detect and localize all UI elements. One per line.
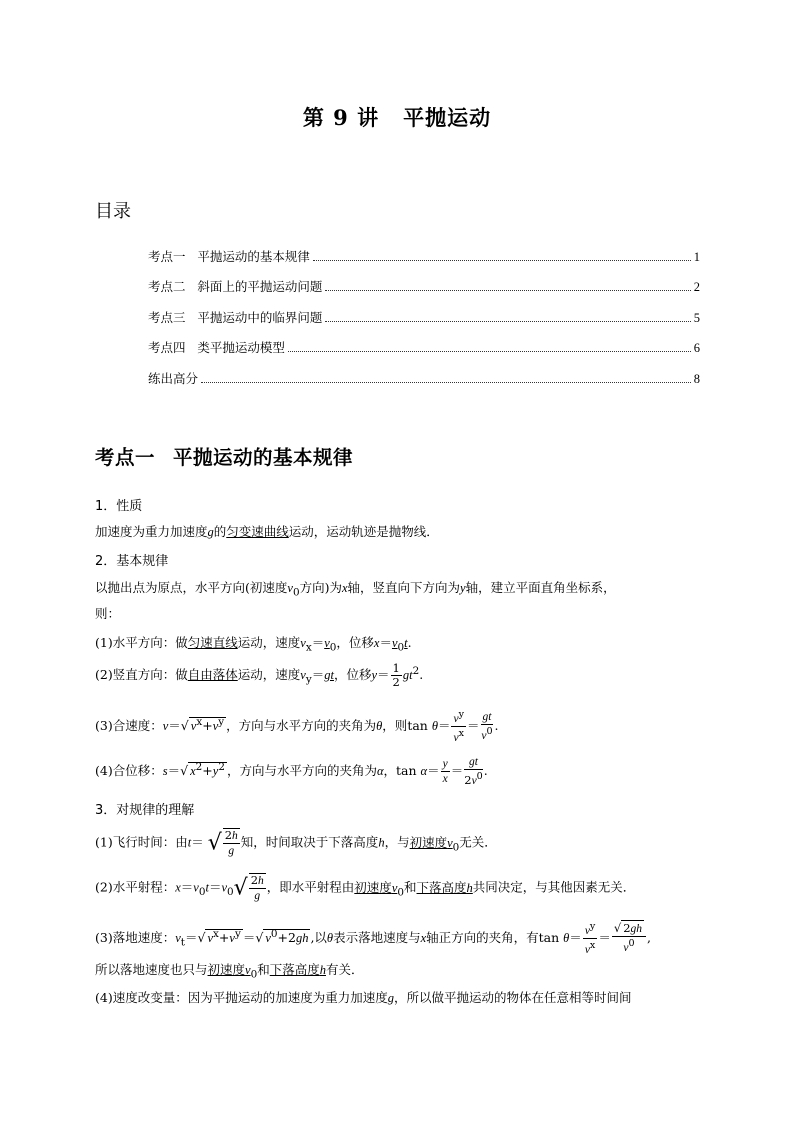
understanding-range: (2)水平射程：$x=v_0t=v_0√$ $\frac{2h}{g}$ ，即水平射程由初速度$v_0$和下落高度h共同决定，与其他因素无关． bbox=[95, 873, 636, 902]
text: 运动，速度 bbox=[237, 635, 301, 650]
text: ，所以做平抛运动的物体在任意相等时间间 bbox=[393, 990, 632, 1005]
lecture-number: 第 9 讲 bbox=[302, 105, 380, 130]
subsection-2-title: 2．基本规律 bbox=[95, 554, 169, 569]
text: 表示落地速度与 bbox=[333, 929, 421, 945]
page-title bbox=[0, 102, 794, 132]
toc-leader-dots bbox=[325, 290, 690, 291]
text: (4)速度改变量：因为平抛运动的加速度为重力加速度 bbox=[95, 990, 388, 1005]
toc-leader-dots bbox=[325, 321, 690, 322]
toc-item[interactable] bbox=[148, 265, 700, 296]
rule-horizontal: (1)水平方向：做匀速直线运动，速度$v_x=v_0$，位移$x=v_0t$. bbox=[95, 635, 412, 654]
text: ，即水平射程由 bbox=[266, 879, 355, 895]
text: (4)合位移： bbox=[95, 762, 163, 778]
understanding-landing-velocity: (3)落地速度：$v_t=√$ $v^x+v^y$ ＝√ $v^0+2gh$ ,以θ表示落地速度与x轴正方向的夹角，有tan θ＝ $\frac{v^y}{v^x}$ ＝ $\frac{√ 2gh}{v^0}$ , bbox=[95, 920, 651, 956]
text: (3)落地速度： bbox=[95, 929, 176, 945]
understanding-landing-velocity-cont: 所以落地速度也只与初速度$v_0$和下落高度h有关． bbox=[95, 962, 364, 981]
text: 轴，建立平面直角坐标系， bbox=[465, 580, 616, 595]
text: ，方向与水平方向的夹角为 bbox=[226, 717, 377, 733]
toc-item-label: 考点四 类平抛运动模型 bbox=[148, 340, 285, 355]
rule-resultant-displacement: (4)合位移：s＝√ $x^2+y^2$ ，方向与水平方向的夹角为α，tan α＝ $\frac{y}{x}$ ＝ $\frac{gt}{2v^0}$ . bbox=[95, 756, 488, 787]
text: 无关． bbox=[459, 834, 497, 850]
text: 运动，速度 bbox=[237, 667, 301, 682]
text: (2)水平射程： bbox=[95, 879, 176, 895]
understanding-velocity-change: (4)速度改变量：因为平抛运动的加速度为重力加速度g，所以做平抛运动的物体在任意相等时间间 bbox=[95, 990, 632, 1005]
text: ，方向与水平方向的夹角为 bbox=[226, 762, 377, 778]
text: 加速度为重力加速度 bbox=[95, 524, 208, 539]
text: 以抛出点为原点，水平方向(初速度 bbox=[95, 580, 288, 595]
toc-item-page: 8 bbox=[693, 371, 700, 386]
text: 运动，运动轨迹是抛物线． bbox=[288, 524, 439, 539]
toc-item[interactable] bbox=[148, 326, 700, 357]
table-of-contents bbox=[148, 234, 700, 387]
text: ， bbox=[383, 762, 397, 778]
text: 知，时间取决于下落高度 bbox=[240, 834, 379, 850]
text: ，位移 bbox=[336, 635, 374, 650]
text: 轴正方向的夹角，有 bbox=[426, 929, 539, 945]
underlined-term: 匀速直线 bbox=[187, 635, 238, 650]
paragraph-property: 加速度为重力加速度g的匀变速曲线运动，运动轨迹是抛物线． bbox=[95, 524, 439, 539]
text: 的 bbox=[213, 524, 227, 539]
toc-item-page: 2 bbox=[693, 280, 700, 294]
text: 和 bbox=[404, 879, 417, 895]
underlined-term: 自由落体 bbox=[187, 667, 238, 682]
text: 所以落地速度也只与 bbox=[95, 962, 208, 977]
toc-item-label: 考点三 平抛运动中的临界问题 bbox=[148, 309, 323, 325]
toc-item[interactable] bbox=[148, 234, 700, 265]
underlined-term: 初速度 bbox=[409, 834, 448, 850]
subsection-1-title: 1．性质 bbox=[95, 499, 143, 514]
paragraph-intro: 以抛出点为原点，水平方向(初速度$v_0$方向)为x轴，竖直向下方向为y轴，建立平面直角坐标系， bbox=[95, 580, 616, 599]
toc-item[interactable] bbox=[148, 295, 700, 326]
text: (1)水平方向：做 bbox=[95, 635, 188, 650]
toc-item-label: 练出高分 bbox=[148, 370, 199, 386]
subsection-3-title: 3．对规律的理解 bbox=[95, 803, 195, 818]
text: 轴，竖直向下方向为 bbox=[347, 580, 461, 595]
paragraph-intro-cont: 则： bbox=[95, 606, 121, 621]
toc-leader-dots bbox=[313, 260, 691, 261]
underlined-term: 初速度 bbox=[207, 962, 246, 977]
rule-vertical: (2)竖直方向：做自由落体运动，速度$v_y=gt$，位移y＝ $\frac{1}{2}$ $gt^2$. bbox=[95, 661, 424, 689]
toc-item-page: 5 bbox=[693, 310, 700, 325]
text: 方向)为 bbox=[299, 580, 342, 595]
section-heading bbox=[95, 442, 353, 470]
toc-leader-dots bbox=[288, 351, 691, 352]
lecture-topic: 平抛运动 bbox=[403, 105, 492, 130]
section-title: 平抛运动的基本规律 bbox=[173, 446, 354, 469]
text: ，位移 bbox=[333, 667, 372, 682]
text: (3)合速度： bbox=[95, 717, 163, 733]
text: ，与 bbox=[384, 834, 410, 850]
text: (2)竖直方向：做 bbox=[95, 667, 188, 682]
text: (1)飞行时间：由 bbox=[95, 834, 188, 850]
toc-item-label: 考点二 斜面上的平抛运动问题 bbox=[148, 279, 323, 294]
underlined-term: 下落高度 bbox=[269, 962, 320, 977]
toc-leader-dots bbox=[201, 382, 691, 383]
toc-item-page: 6 bbox=[693, 341, 700, 355]
text: 有关． bbox=[326, 962, 364, 977]
understanding-flight-time: (1)飞行时间：由t＝ √ $\frac{2h}{g}$ 知，时间取决于下落高度h，与初速度$v_0$无关． bbox=[95, 828, 497, 857]
underlined-term: 匀变速曲线 bbox=[226, 524, 289, 539]
toc-item-label: 考点一 平抛运动的基本规律 bbox=[148, 248, 310, 264]
toc-item[interactable] bbox=[148, 356, 700, 387]
text: ,以 bbox=[310, 929, 327, 945]
toc-item-page: 1 bbox=[693, 249, 700, 264]
text: 和 bbox=[257, 962, 270, 977]
text: 共同决定，与其他因素无关． bbox=[472, 879, 636, 895]
text: ，则 bbox=[382, 717, 408, 733]
underlined-term: 下落高度 bbox=[416, 879, 467, 895]
underlined-term: 初速度 bbox=[354, 879, 392, 895]
rule-resultant-velocity: (3)合速度：v＝√ $v^x+v^y$ ，方向与水平方向的夹角为θ，则tan θ＝ $\frac{v^y}{v^x}$ ＝ $\frac{gt}{v^0}$ . bbox=[95, 709, 499, 744]
section-number: 考点一 bbox=[95, 446, 156, 469]
toc-heading: 目录 bbox=[95, 201, 131, 222]
